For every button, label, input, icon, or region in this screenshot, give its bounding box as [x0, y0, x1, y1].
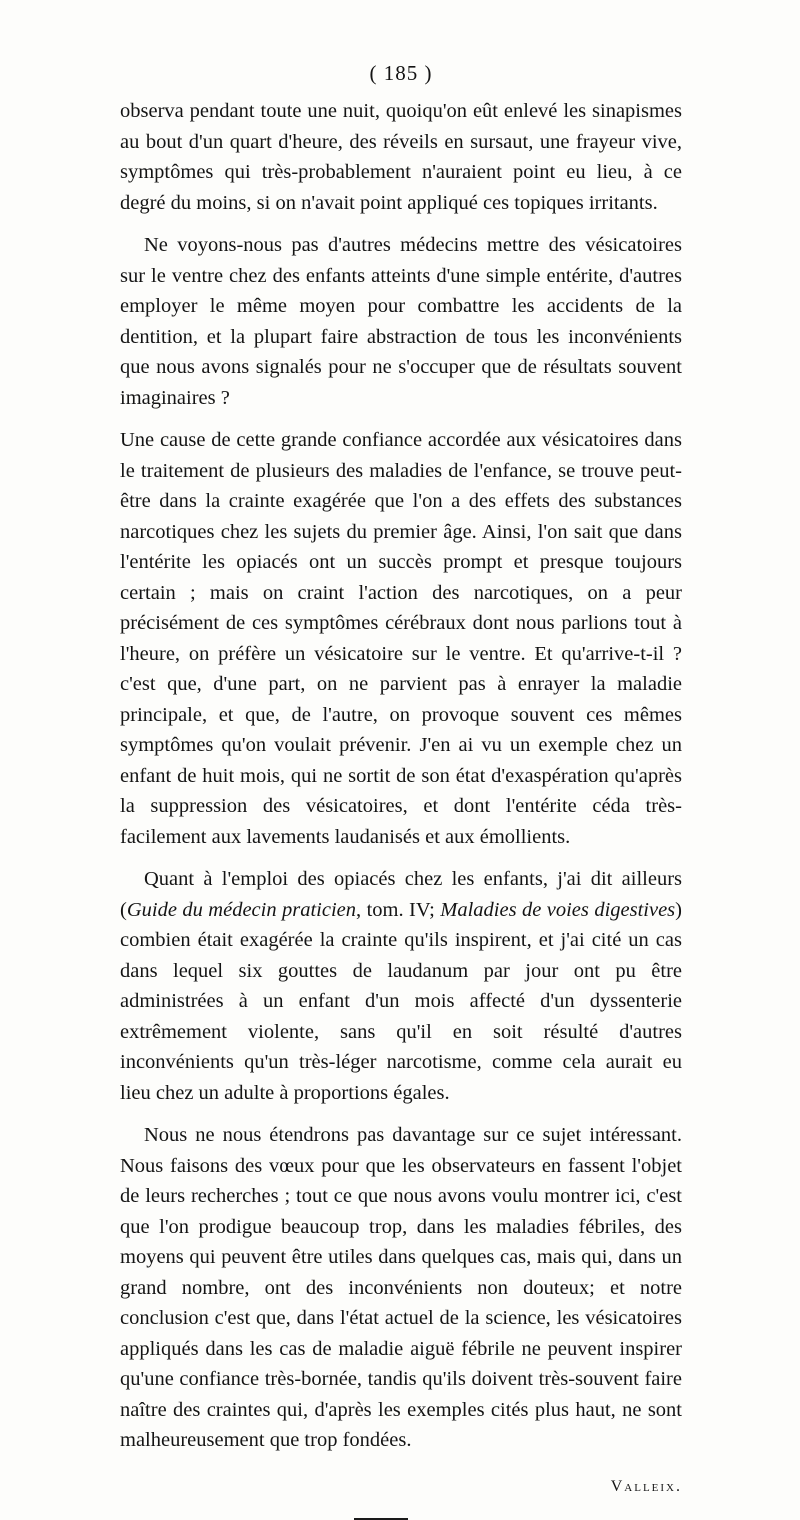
page-number: ( 185 ) [369, 61, 433, 85]
book-page [120, 58, 682, 1520]
paragraph-2: Ne voyons-nous pas d'autres médecins mettre des vésicatoires sur le ventre chez des enfants atteints d'une simple entérite, d'autres employer le même moyen pour combattre les accidents de la dentition, et la plupart faire abstraction de tous les inconvénients que nous avons signalés pour ne s'occuper que de résultats souvent imaginaires ? [120, 234, 682, 409]
paragraph-4-text-middle: , tom. IV; [356, 898, 441, 921]
paragraph-5: Nous ne nous étendrons pas davantage sur ce sujet intéressant. Nous faisons des vœux pour que les observateurs en fassent l'objet de leurs recherches ; tout ce que nous avons voulu montrer ici, c'est que l'on prodigue beaucoup trop, dans les maladies fébriles, des moyens qui peuvent être utiles dans quelques cas, mais qui, dans un grand nombre, ont des inconvénients non douteux; et notre conclusion c'est que, dans l'état actuel de la science, les vésicatoires appliqués dans les cas de maladie aiguë fébrile ne peuvent inspirer qu'une confiance très-bornée, tandis qu'ils doivent très-souvent faire naître des craintes qui, d'après les exemples cités plus haut, ne sont malheureusement que trop fondées. [120, 1124, 682, 1451]
paragraph-4-text-before: Quant à l'emploi des opiacés chez les enfants, j'ai dit ailleurs ( [120, 868, 682, 921]
author-signature: Valleix. [610, 1477, 682, 1495]
paragraph-4-italic-title-2: Maladies de voies digestives [440, 898, 676, 921]
paragraph-3: Une cause de cette grande confiance accordée aux vésicatoires dans le traitement de plusieurs des maladies de l'enfance, se trouve peut-être dans la crainte exagérée que l'on a des effets des substances narcotiques chez les sujets du premier âge. Ainsi, l'on sait que dans l'entérite les opiacés ont un succès prompt et presque toujours certain ; mais on craint l'action des narcotiques, on a peur précisément de ces symptômes cérébraux dont nous parlions tout à l'heure, on préfère un vésicatoire sur le ventre. Et qu'arrive-t-il ? c'est que, d'une part, on ne parvient pas à enrayer la maladie principale, et que, de l'autre, on provoque souvent ces mêmes symptômes qu'on voulait prévenir. J'en ai vu un exemple chez un enfant de huit mois, qui ne sortit de son état d'exaspération qu'après la suppression des vésicatoires, et dont l'entérite céda très-facilement aux lavements laudanisés et aux émollients. [120, 429, 682, 848]
paragraph-4-text-after: ) combien était exagérée la crainte qu'ils inspirent, et j'ai cité un cas dans lequel six gouttes de laudanum par jour ont pu être administrées à un enfant d'un mois affecté d'un dyssenterie extrêmement violente, sans qu'il en soit résulté d'autres inconvénients qu'un très-léger narcotisme, comme cela aurait eu lieu chez un adulte à proportions égales. [120, 898, 682, 1104]
end-rule [354, 1518, 408, 1520]
paragraph-4 [120, 864, 682, 1108]
paragraph-4-italic-title-1: Guide du médecin praticien [126, 898, 357, 921]
paragraph-1: observa pendant toute une nuit, quoiqu'on eût enlevé les sinapismes au bout d'un quart d'heure, des réveils en sursaut, une frayeur vive, symptômes qui très-probablement n'auraient point eu lieu, à ce degré du moins, si on n'avait point appliqué ces topiques irritants. [120, 100, 682, 214]
